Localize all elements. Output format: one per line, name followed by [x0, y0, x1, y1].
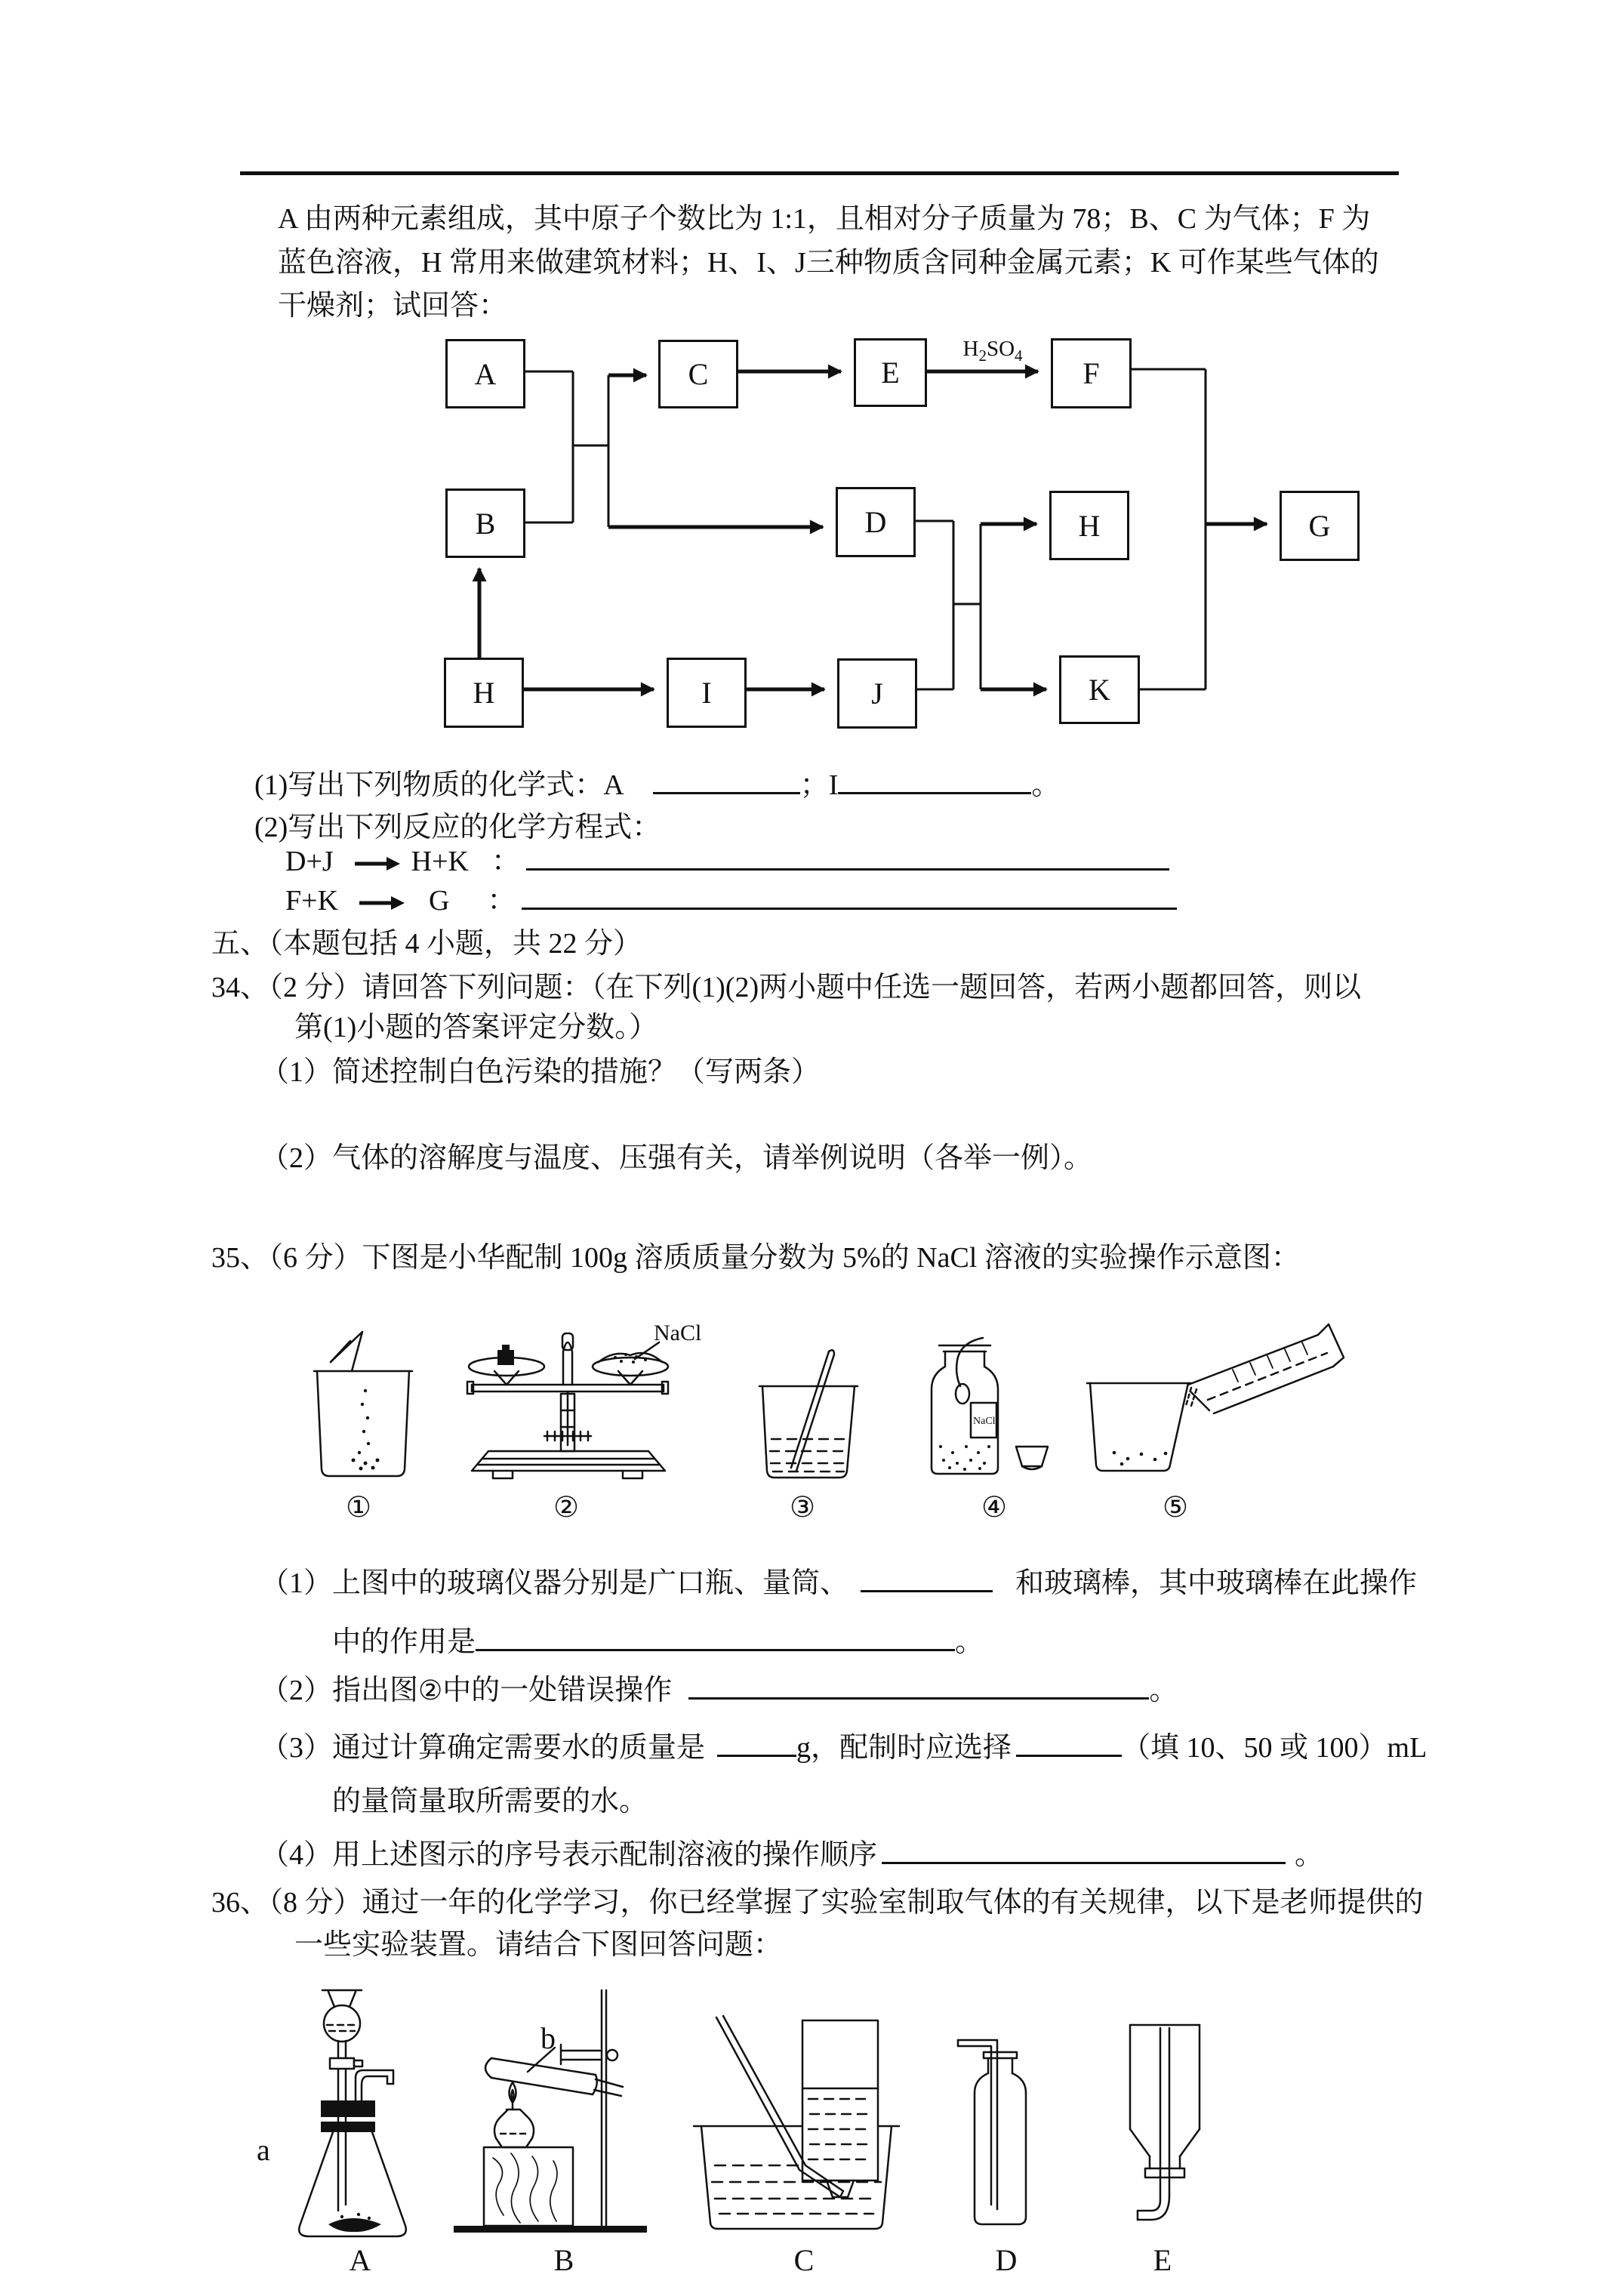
eq1-rhs: H+K: [411, 846, 469, 877]
flowchart-box-c: C: [658, 340, 738, 408]
fig-label-2: [536, 1489, 596, 1524]
flowchart-box-d: D: [836, 487, 916, 557]
figA-label: A: [349, 2243, 371, 2277]
answer-blank: [688, 1672, 1149, 1700]
answer-blank: [476, 1623, 955, 1651]
flowchart-box-f: F: [1051, 338, 1132, 408]
answer-blank: [838, 766, 1031, 794]
flowchart-box-a: A: [445, 339, 525, 408]
q35-item4-line: [260, 1836, 1323, 1873]
q35-i2-pre: （2）指出图: [260, 1675, 419, 1706]
q35-i3-mid2: （填 10、50 或 100）mL: [1122, 1732, 1427, 1764]
answer-blank: [717, 1729, 796, 1757]
arrow-icon: [358, 895, 406, 911]
flowchart-box-b: B: [445, 488, 525, 558]
fill-q2-line: (2)写出下列反应的化学方程式：: [254, 812, 661, 843]
circled-number: ③: [789, 1490, 816, 1524]
fig-label-5: [1145, 1489, 1206, 1524]
figD-label: D: [995, 2243, 1018, 2277]
h2so4-sub2: 4: [1015, 346, 1023, 365]
eq2-colon: ：: [487, 885, 516, 917]
q35-i2-post: 中的一处错误操作: [442, 1675, 673, 1706]
a-sublabel: a: [257, 2133, 270, 2167]
answer-blank: [653, 766, 800, 794]
eq1-lhs: D+J: [285, 846, 334, 877]
q35-i4-end: 。: [1295, 1839, 1324, 1871]
beaker-with-paper-figure: [308, 1327, 421, 1482]
q35-i1b-pre: 中的作用是: [332, 1626, 476, 1658]
intro-line-1: A 由两种元素组成，其中原子个数比为 1:1，且相对分子质量为 78；B、C 为气体；F 为: [278, 203, 1371, 235]
answer-blank: [882, 1836, 1286, 1864]
circled-number: ④: [981, 1490, 1008, 1524]
fill-q1-pre: (1)写出下列物质的化学式：A: [254, 769, 624, 801]
intro-line-2: 蓝色溶液，H 常用来做建筑材料；H、I、J三种物质含同种金属元素；K 可作某些气体的: [278, 247, 1379, 279]
answer-blank: [861, 1564, 993, 1592]
measuring-cylinder-pour-figure: [1078, 1323, 1350, 1478]
q35-i2-end: 。: [1149, 1675, 1178, 1706]
section5-heading: 五、（本题包括 4 小题，共 22 分）: [211, 928, 642, 960]
water-trough-collection-figure: [689, 2014, 904, 2248]
q35-i1-pre: （1）上图中的玻璃仪器分别是广口瓶、量筒、: [260, 1567, 849, 1599]
fill-q1-mid: ；I: [799, 769, 839, 801]
fig-label-1: [328, 1489, 389, 1524]
q35-i3-mid1: g，配制时应选择: [796, 1732, 1012, 1764]
q35-i1b-end: 。: [955, 1626, 984, 1658]
eq2-lhs: F+K: [285, 885, 339, 917]
intro-line-3: 干燥剂；试回答：: [278, 290, 508, 322]
h2so4-base2: SO: [986, 337, 1015, 361]
flowchart-box-h-mid: H: [1049, 491, 1129, 560]
q35-title: 35、（6 分）下图是小华配制 100g 溶质质量分数为 5%的 NaCl 溶液的实验操作示意图：: [211, 1242, 1300, 1274]
fig-label-4: [964, 1489, 1024, 1524]
circled-number: ②: [418, 1675, 443, 1706]
h2so4-sub1: 2: [978, 346, 987, 365]
eq2-rhs: G: [429, 885, 450, 917]
q35-item3-line2: 的量筒量取所需要的水。: [332, 1786, 648, 1817]
q35-item3-line1: [260, 1729, 1427, 1766]
equation-row-1: [285, 843, 1169, 880]
flowchart-box-h-bottom: H: [444, 658, 524, 728]
flowchart-box-e: E: [854, 338, 927, 407]
figC-label: C: [793, 2243, 815, 2277]
q34-item1: （1）简述控制白色污染的措施？（写两条）: [260, 1056, 821, 1088]
b-sublabel: b: [540, 2021, 556, 2055]
circled-number: ②: [553, 1490, 580, 1524]
circled-number: ①: [345, 1490, 372, 1524]
answer-blank: [522, 882, 1177, 910]
h2so4-base1: H: [962, 337, 979, 361]
balance-figure: [449, 1321, 687, 1484]
reagent-bottle-figure: [915, 1333, 1058, 1484]
h2so4-label: [940, 337, 1046, 365]
eq1-colon: ：: [491, 846, 521, 877]
q35-item1-line1: [260, 1564, 1417, 1601]
arrow-icon: [353, 855, 402, 872]
fill-q1-line: [254, 766, 1060, 803]
equation-row-2: [285, 882, 1177, 919]
beaker-stirring-figure: [753, 1348, 863, 1484]
fill-q1-end: 。: [1031, 769, 1061, 801]
flowchart-box-j: J: [837, 658, 917, 729]
bottle-nacl-label: NaCl: [973, 1416, 996, 1427]
flowchart-box-k: K: [1059, 655, 1140, 724]
answer-blank: [526, 843, 1169, 871]
flowchart-box-i: I: [667, 658, 747, 728]
q34-line2: 第(1)小题的答案评定分数。）: [294, 1012, 658, 1043]
figE-label: E: [1153, 2243, 1172, 2277]
gas-bottle-bent-tube-figure: [953, 2031, 1055, 2239]
answer-blank: [1016, 1729, 1122, 1757]
figB-label: B: [553, 2243, 574, 2277]
nacl-annotation: NaCl: [654, 1321, 702, 1345]
q36-line1: 36、（8 分）通过一年的化学学习，你已经掌握了实验室制取气体的有关规律，以下是老师提供的: [211, 1887, 1424, 1918]
fig-label-3: [772, 1489, 833, 1524]
q34-item2: （2）气体的溶解度与温度、压强有关，请举例说明（各举一例）。: [260, 1142, 1093, 1174]
q36-line2: 一些实验装置。请结合下图回答问题：: [294, 1929, 783, 1961]
circled-number: ⑤: [1162, 1490, 1189, 1524]
inverted-bottle-tube-figure: [1119, 2016, 1214, 2235]
q35-i4-pre: （4）用上述图示的序号表示配制溶液的操作顺序: [260, 1839, 878, 1871]
flask-thistle-funnel-figure: [289, 1986, 421, 2250]
q35-item2-line: [260, 1672, 1178, 1709]
q35-i1-post: 和玻璃棒，其中玻璃棒在此操作: [1015, 1567, 1418, 1599]
q34-line1: 34、（2 分）请回答下列问题：（在下列(1)(2)两小题中任选一题回答，若两小题都回答，则以: [211, 972, 1362, 1003]
q35-item1-line2: [332, 1623, 984, 1660]
flowchart-box-g: G: [1280, 491, 1360, 561]
q35-i3-pre: （3）通过计算确定需要水的质量是: [260, 1732, 706, 1764]
